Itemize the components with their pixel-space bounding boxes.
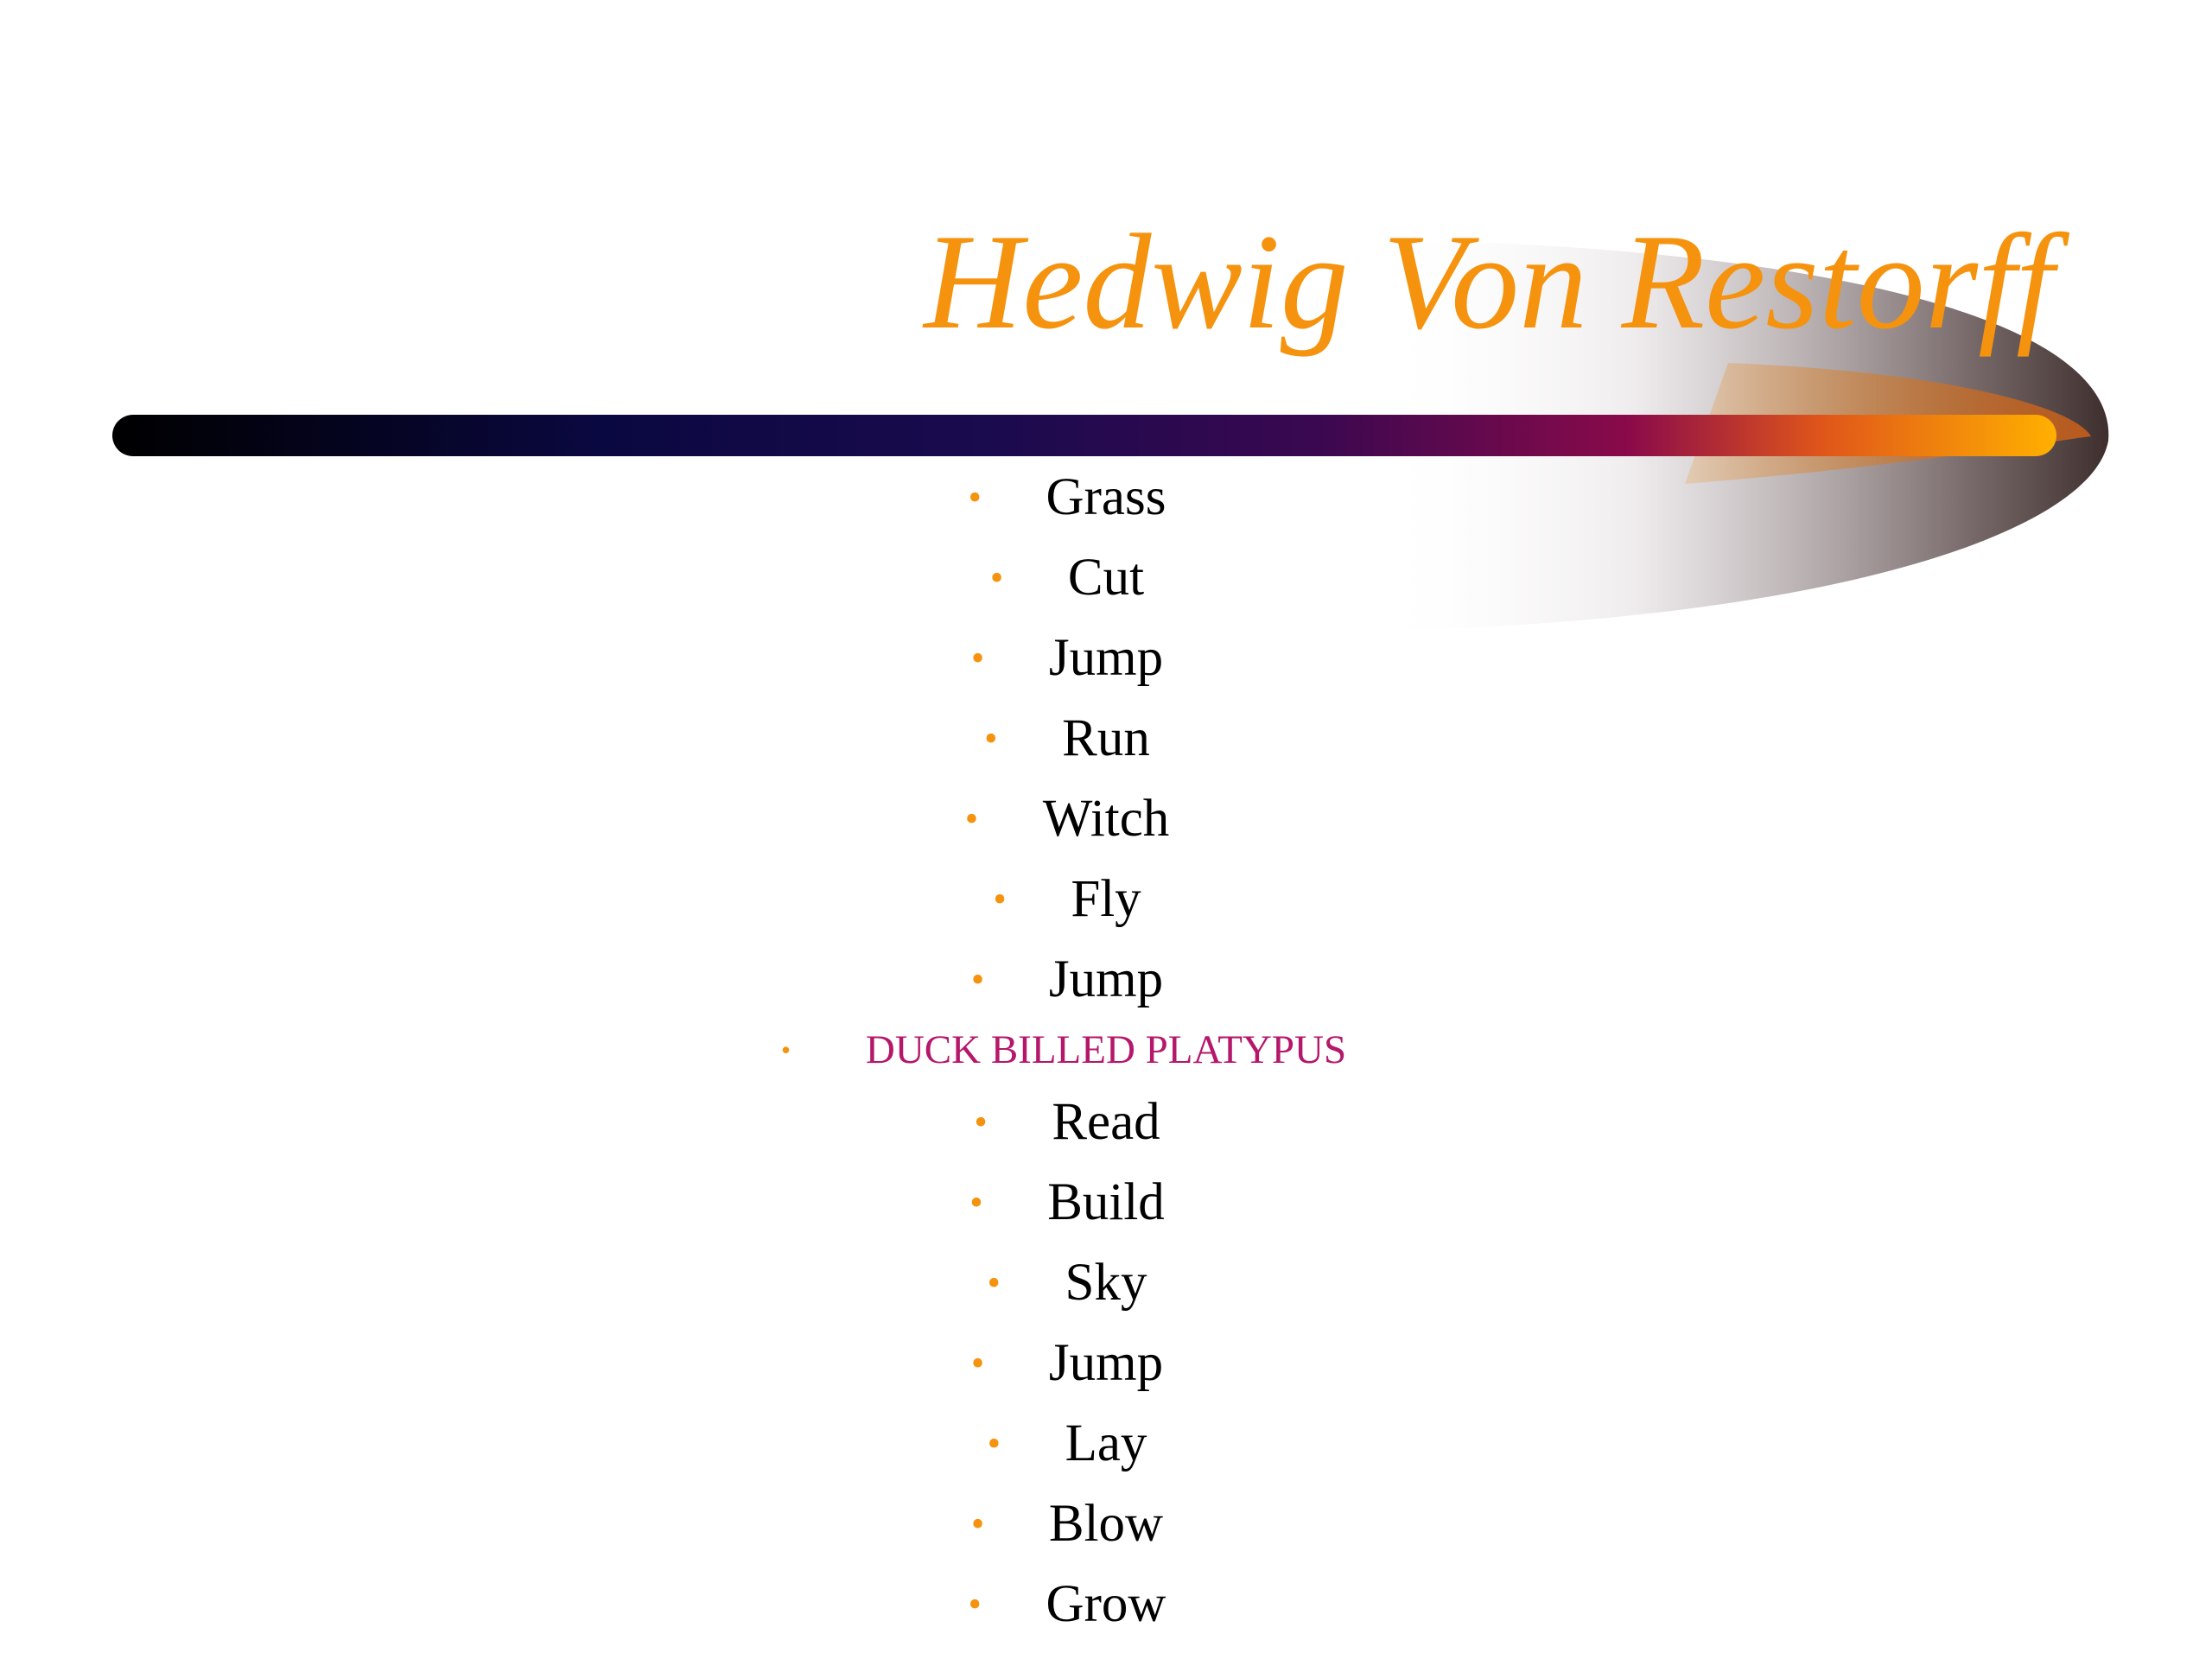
list-item-content xyxy=(984,702,1150,775)
list-item-label: Read xyxy=(1052,1093,1160,1151)
list-item-label: Grass xyxy=(1046,468,1166,526)
bullet-icon: • xyxy=(968,1583,982,1625)
list-item xyxy=(0,542,2212,614)
list-item-content xyxy=(970,1488,1164,1560)
bullet-icon: • xyxy=(970,1342,985,1384)
list-item-content xyxy=(987,1408,1147,1480)
list-item xyxy=(0,702,2212,775)
list-item xyxy=(0,1568,2212,1641)
list-item-content xyxy=(964,783,1170,855)
list-item xyxy=(0,1408,2212,1480)
list-item-content xyxy=(970,944,1164,1016)
list-item xyxy=(0,622,2212,695)
list-item-label: Jump xyxy=(1048,950,1164,1008)
list-item xyxy=(0,1166,2212,1239)
list-item-label-emphasis: DUCK BILLED PLATYPUS xyxy=(865,1027,1347,1072)
list-item-label: Jump xyxy=(1048,1334,1164,1392)
bullet-icon: • xyxy=(970,958,985,1001)
list-item xyxy=(0,783,2212,855)
bullet-icon: • xyxy=(780,1034,791,1065)
list-item-content xyxy=(968,1568,1166,1641)
list-item-content xyxy=(969,1166,1165,1239)
bullet-icon: • xyxy=(968,476,982,518)
list-item-content xyxy=(780,1014,1347,1086)
bullet-icon: • xyxy=(987,1422,1001,1465)
list-item-label: Jump xyxy=(1048,629,1164,687)
list-item-content xyxy=(974,1086,1160,1159)
bullet-icon: • xyxy=(989,556,1004,599)
list-item-content xyxy=(993,863,1141,936)
list-item-content xyxy=(970,1327,1164,1400)
bullet-icon: • xyxy=(964,798,979,840)
list-item xyxy=(0,1014,2212,1086)
bullet-icon: • xyxy=(974,1101,988,1143)
list-item xyxy=(0,944,2212,1016)
bullet-icon: • xyxy=(969,1181,983,1224)
list-item-label: Cut xyxy=(1067,549,1145,607)
bullet-icon: • xyxy=(993,878,1007,920)
list-item xyxy=(0,1086,2212,1159)
list-item-label: Run xyxy=(1062,709,1150,767)
list-item-content xyxy=(989,542,1145,614)
list-item-content xyxy=(968,461,1166,534)
list-item-label: Witch xyxy=(1042,790,1170,848)
list-item xyxy=(0,1488,2212,1560)
list-item-label: Lay xyxy=(1065,1414,1147,1472)
list-item-label: Blow xyxy=(1048,1495,1164,1553)
bullet-icon: • xyxy=(984,717,998,760)
list-item-label: Sky xyxy=(1065,1254,1147,1312)
list-item xyxy=(0,1327,2212,1400)
list-item-content xyxy=(987,1247,1147,1319)
bullet-icon: • xyxy=(970,637,985,679)
list-item xyxy=(0,863,2212,936)
slide-title: Hedwig Von Restorff xyxy=(924,207,2054,358)
bullet-icon: • xyxy=(970,1503,985,1545)
list-item-label: Build xyxy=(1047,1173,1165,1231)
list-item-label: Fly xyxy=(1071,870,1141,928)
bullet-icon: • xyxy=(987,1262,1001,1304)
list-item-label: Grow xyxy=(1046,1575,1166,1633)
list-item xyxy=(0,1247,2212,1319)
list-item xyxy=(0,461,2212,534)
list-item-content xyxy=(970,622,1164,695)
